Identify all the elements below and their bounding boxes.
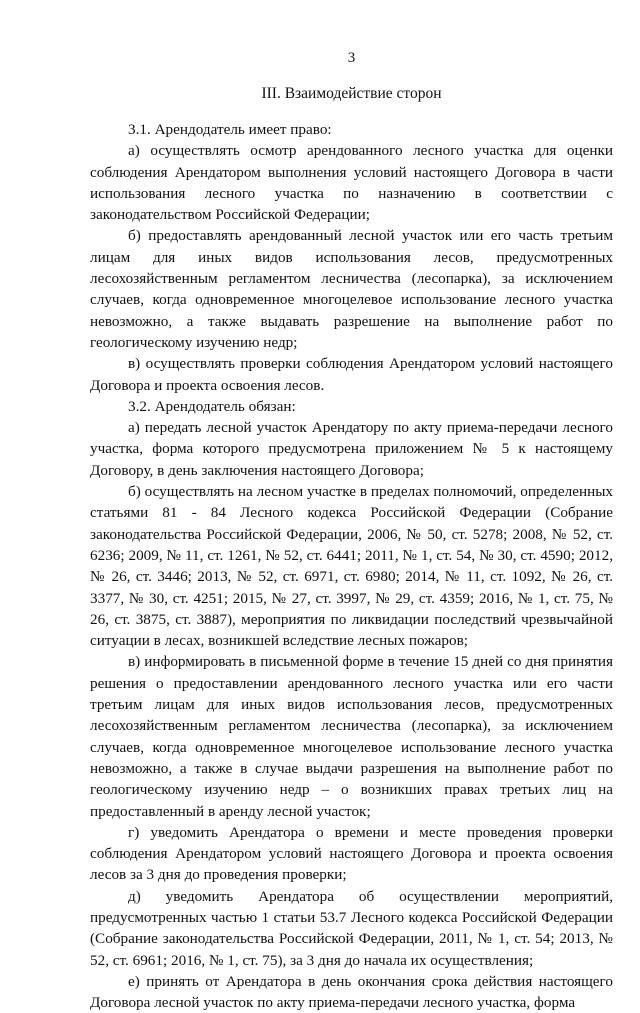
paragraph-3-1-intro: 3.1. Арендодатель имеет право:	[128, 121, 332, 138]
paragraph-3-2-intro: 3.2. Арендодатель обязан:	[128, 397, 296, 415]
paragraph-3-2-b: б) осуществлять на лесном участке в пределах полномочий, определенных статьями 81 - 84 Лесного кодекса Российской Федерации (Собрание законодательства Российской Федерации, 2006, № 50, ст. 5278; 2008, № 52, ст. 6236; 2009, № 11, ст. 1261, № 52, ст. 6441; 2011, № 1, ст. 54, № 30, ст. 4590; 2012, № 26, ст. 3446; 2013, № 52, ст. 6971, ст. 6980; 2014, № 11, ст. 1092, № 26, ст. 3377, № 30, ст. 4251; 2015, № 27, ст. 3997, № 29, ст. 4359; 2016, № 1, ст. 75, № 26, ст. 3875, ст. 3887), мероприятия по ликвидации последствий чрезвычайной ситуации в лесах, возникшей вследствие лесных пожаров;	[90, 483, 613, 650]
section-heading: III. Взаимодействие сторон	[261, 85, 442, 102]
paragraph-3-1-v: в) осуществлять проверки соблюдения Арендатором условий настоящего Договора и проекта освоения лесов.	[90, 355, 613, 394]
paragraph-3-2-v: в) информировать в письменной форме в течение 15 дней со дня принятия решения о предоставлении арендованного лесного участка или его части третьим лицам для иных видов использования лесов, предусмотренных лесохозяйственным регламентом лесничества (лесопарка), за исключением случаев, когда одновременное многоцелевое использование лесного участка невозможно, а также в случае выдачи разрешения на выполнение работ по геологическому изучению недр – о возникших правах третьих лиц на предоставленный в аренду лесной участок;	[90, 653, 613, 820]
paragraph-3-1-a: а) осуществлять осмотр арендованного лесного участка для оценки соблюдения Арендатором выполнения условий настоящего Договора в части использования лесного участка по назначению в соответствии с законодательством Российской Федерации;	[90, 142, 613, 224]
page-number: 3	[347, 50, 356, 66]
paragraph-3-2-d: д) уведомить Арендатора об осуществлении мероприятий, предусмотренных частью 1 статьи 53.7 Лесного кодекса Российской Федерации (Собрание законодательства Российской Федерации, 2011, № 1, ст. 54; 2013, № 52, ст. 6961; 2016, № 1, ст. 75), за 3 дня до начала их осуществления;	[90, 887, 613, 969]
paragraph-3-2-e: е) принять от Арендатора в день окончания срока действия настоящего Договора лесной участок по акту приема-передачи лесного участка, форма	[90, 972, 613, 1012]
document-body	[90, 119, 613, 1013]
paragraph-3-2-a: а) передать лесной участок Арендатору по акту приема-передачи лесного участка, форма которого предусмотрена приложением № 5 к настоящему Договору, в день заключения настоящего Договора;	[90, 419, 613, 479]
paragraph-3-1-b: б) предоставлять арендованный лесной участок или его часть третьим лицам для иных видов использования лесов, предусмотренных лесохозяйственным регламентом лесничества (лесопарка), за исключением случаев, когда одновременное многоцелевое использование лесного участка невозможно, а также выдавать разрешение на выполнение работ по геологическому изучению недр;	[90, 227, 613, 351]
paragraph-3-2-g: г) уведомить Арендатора о времени и месте проведения проверки соблюдения Арендатором условий настоящего Договора и проекта освоения лесов за 3 дня до проведения проверки;	[90, 823, 613, 884]
